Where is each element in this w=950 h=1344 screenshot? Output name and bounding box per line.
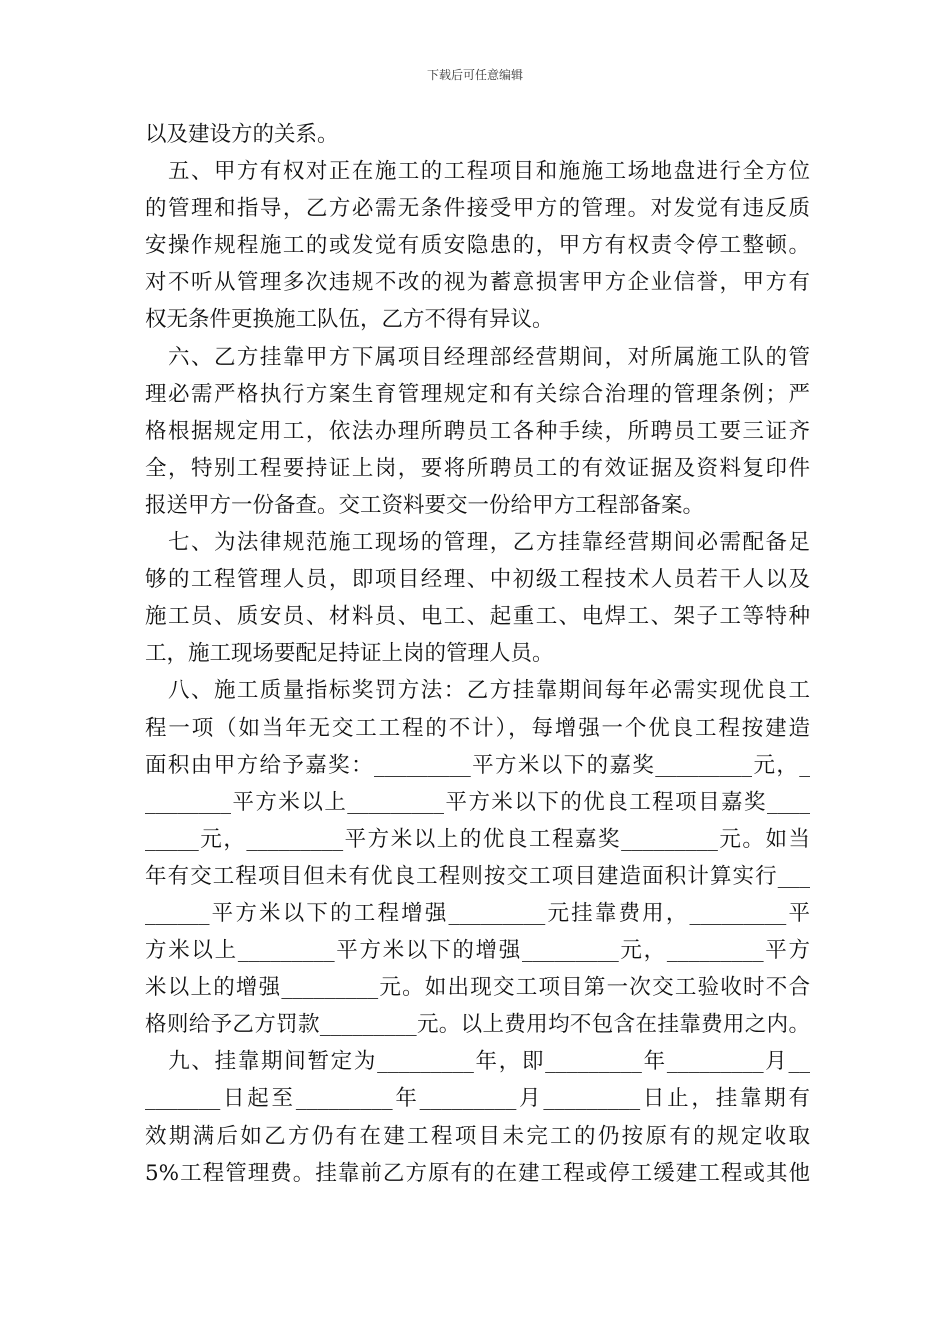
text-line: 安操作规程施工的或发觉有质安隐患的，甲方有权责令停工整顿。 [145, 233, 810, 259]
text-line: _______日起至_________年_________月_________日止，挂靠期有 [145, 1086, 810, 1112]
text-line: 权无条件更换施工队伍，乙方不得有异议。 [145, 307, 554, 333]
text-line: 七、为法律规范施工现场的管理，乙方挂靠经营期间必需配备足 [145, 530, 810, 556]
text-line: 方米以上_________平方米以下的增强_________元，_________平方 [145, 938, 810, 964]
text-line: 六、乙方挂靠甲方下属项目经理部经营期间，对所属施工队的管 [145, 344, 810, 370]
text-line: 报送甲方一份备查。交工资料要交一份给甲方工程部备案。 [145, 492, 705, 518]
page-header: 下载后可任意编辑 [426, 68, 523, 82]
text-line: 五、甲方有权对正在施工的工程项目和施施工场地盘进行全方位 [145, 159, 810, 185]
text-line: _____元，_________平方米以上的优良工程嘉奖_________元。如当 [145, 826, 810, 852]
text-line: 理必需严格执行方案生育管理规定和有关综合治理的管理条例；严 [145, 381, 810, 407]
text-line: 的管理和指导，乙方必需无条件接受甲方的管理。对发觉有违反质 [145, 196, 810, 222]
text-line: 格根据规定用工，依法办理所聘员工各种手续，所聘员工要三证齐 [145, 418, 810, 444]
text-line: 程一项（如当年无交工工程的不计），每增强一个优良工程按建造 [145, 715, 810, 741]
text-line: 效期满后如乙方仍有在建工程项目未完工的仍按原有的规定收取 [145, 1123, 810, 1149]
text-line: 年有交工程项目但未有优良工程则按交工项目建造面积计算实行___ [145, 863, 810, 889]
text-line: 够的工程管理人员，即项目经理、中初级工程技术人员若干人以及 [145, 567, 810, 593]
text-line: 全，特别工程要持证上岗，要将所聘员工的有效证据及资料复印件 [145, 455, 810, 481]
document-body [145, 116, 810, 1192]
text-line: 九、挂靠期间暂定为_________年，即_________年_________月__ [145, 1049, 810, 1075]
text-line: 以及建设方的关系。 [145, 122, 339, 147]
text-line: ______平方米以下的工程增强_________元挂靠费用，_________平 [145, 900, 810, 926]
text-line: 对不听从管理多次违规不改的视为蓄意损害甲方企业信誉，甲方有 [145, 270, 810, 296]
text-line: ________平方米以上_________平方米以下的优良工程项目嘉奖____ [145, 789, 810, 815]
text-line: 5%工程管理费。挂靠前乙方原有的在建工程或停工缓建工程或其他 [145, 1160, 810, 1186]
text-line: 面积由甲方给予嘉奖：_________平方米以下的嘉奖_________元，_ [145, 752, 810, 778]
text-line: 米以上的增强_________元。如出现交工项目第一次交工验收时不合 [145, 975, 810, 1001]
text-line: 格则给予乙方罚款_________元。以上费用均不包含在挂靠费用之内。 [145, 1012, 810, 1038]
text-line: 八、施工质量指标奖罚方法：乙方挂靠期间每年必需实现优良工 [145, 678, 810, 704]
text-line: 施工员、质安员、材料员、电工、起重工、电焊工、架子工等特种 [145, 604, 810, 630]
text-line: 工，施工现场要配足持证上岗的管理人员。 [145, 641, 554, 667]
